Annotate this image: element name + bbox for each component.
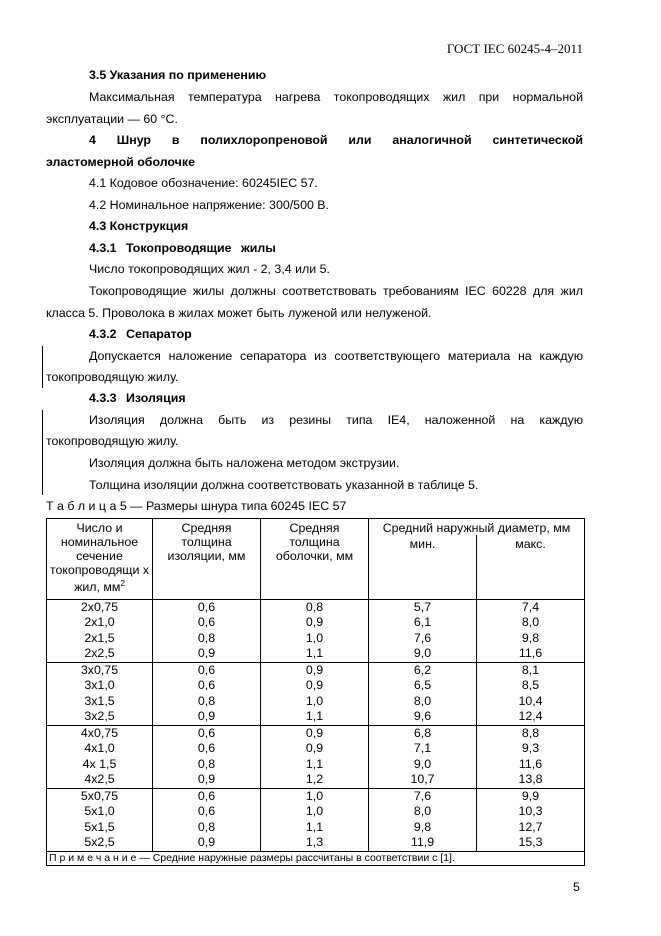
table-cell-value: 1,0: [305, 788, 324, 803]
table-cell-value: 12,7: [518, 819, 543, 834]
table-cell-value: 6,2: [413, 662, 432, 677]
table-cell-value: 9,8: [413, 819, 432, 834]
table-row-group: [47, 599, 585, 662]
table-cell-value: 9,3: [521, 741, 540, 755]
table-cell-value: 1,0: [305, 804, 324, 818]
table-cell-value: 3x1,0: [84, 678, 115, 692]
table-cell-value: 15,3: [518, 835, 543, 849]
table-cell-value: 9,6: [413, 709, 432, 723]
table-cell: [261, 725, 369, 788]
section-4-3-3-text1-line1: Изоляция должна быть из резины типа IE4, наложенной на каждую: [89, 413, 583, 427]
table-cell-value: 0,9: [305, 678, 324, 692]
section-4-3-3-title: 4.3.3 Изоляция: [89, 391, 186, 405]
table-cell-value: 7,6: [413, 788, 432, 803]
table-cell-value: 2x1,0: [84, 615, 115, 629]
table-cell-value: 1,0: [305, 693, 324, 708]
section-4-title-line1: 4 Шнур в полихлоропреновой или аналогичной синтетической: [89, 133, 583, 147]
section-4-3-3-text1-line2: токопроводящую жилу.: [46, 434, 179, 448]
table-cell-value: 4x 1,5: [82, 756, 117, 771]
table-cell-value: 8,0: [413, 693, 432, 708]
table-cell-value: 8,0: [413, 804, 432, 818]
table-cell: [261, 788, 369, 851]
table-row-group: [47, 662, 585, 725]
table-cell-value: 0,9: [197, 772, 216, 786]
table-cell-value: 0,6: [197, 615, 216, 629]
table-cell-value: 0,8: [197, 756, 216, 771]
table-cell-value: 8,1: [521, 662, 540, 677]
table-cell-value: 3x1,5: [84, 693, 115, 708]
table-cell-value: 2x1,5: [84, 630, 115, 645]
table-cell-value: 5x1,5: [84, 819, 115, 834]
table-cell-value: 13,8: [518, 772, 543, 786]
table-cell: [477, 662, 585, 725]
col-header-diameter: [369, 519, 585, 536]
table-cell-value: 10,7: [410, 772, 435, 786]
table-cell-value: 4x2,5: [84, 772, 115, 786]
col-header-max: макс.: [477, 535, 585, 599]
table-cell-value: 0,6: [197, 662, 216, 677]
table-cell-value: 7,1: [413, 741, 432, 755]
table-cell-value: 0,9: [305, 741, 324, 755]
table-cell-value: 9,0: [413, 646, 432, 660]
table-cell-value: 0,8: [197, 693, 216, 708]
table-cell-value: 9,9: [521, 788, 540, 803]
table-cell-value: 8,5: [521, 678, 540, 692]
table-cell: [369, 725, 477, 788]
table-cell-value: 0,6: [197, 741, 216, 755]
section-4-3-3-text3: Толщина изоляции должна соответствовать указанной в таблице 5.: [89, 478, 479, 492]
table-cell-value: 5x0,75: [80, 788, 119, 803]
table-cell-value: 6,1: [413, 615, 432, 629]
table-cell-value: 1,0: [305, 630, 324, 645]
table-cell-value: 1,1: [305, 819, 324, 834]
table-cell-value: 3x2,5: [84, 709, 115, 723]
table-cell: [47, 788, 153, 851]
table-cell: [47, 599, 153, 662]
table-caption: [46, 498, 346, 515]
table-cell-value: 6,8: [413, 725, 432, 740]
section-4-title-line2: эластомерной оболочке: [46, 155, 195, 169]
table-cell: [47, 725, 153, 788]
table-cell-value: 0,6: [197, 788, 216, 803]
col-header-diameter-text: Средний наружный диаметр, мм: [382, 521, 571, 535]
table-cell-value: 11,6: [518, 756, 543, 771]
table-cell-value: 10,3: [518, 804, 543, 818]
col-header-conductors-text: Число и номинальное сечение токопроводящи х жил, мм: [49, 521, 150, 595]
table-cell-value: 1,1: [305, 646, 324, 660]
table-cell-value: 0,9: [197, 709, 216, 723]
table-cell-value: 8,0: [521, 615, 540, 629]
table-cell-value: 1,1: [305, 709, 324, 723]
table-cell: [369, 599, 477, 662]
table-cell: [153, 788, 261, 851]
change-bar: [42, 346, 43, 388]
table-cell-value: 2x2,5: [84, 646, 115, 660]
table-cell-value: 4x1,0: [84, 741, 115, 755]
table-cell: [261, 662, 369, 725]
col-header-insulation: Средняя толщина изоляции, мм: [153, 519, 261, 600]
section-4-3-3-text2: Изоляция должна быть наложена методом экструзии.: [89, 456, 400, 470]
table-body: [47, 599, 585, 851]
table-cell-value: 9,0: [413, 756, 432, 771]
table-cell-value: 7,4: [521, 599, 540, 614]
table-cell-value: 8,8: [521, 725, 540, 740]
table-cell: [369, 662, 477, 725]
document-header: ГОСТ IEC 60245-4–2011: [446, 41, 583, 56]
table-cell-value: 9,8: [521, 630, 540, 645]
table-cell: [477, 725, 585, 788]
table-cell-value: 5x2,5: [84, 835, 115, 849]
section-4-3-1-text2-line1: Токопроводящие жилы должны соответствовать требованиям IEC 60228 для жил: [89, 284, 583, 298]
section-4-1: 4.1 Кодовое обозначение: 60245IEC 57.: [89, 176, 318, 190]
table-note: [47, 851, 585, 865]
table-note-text: — Средние наружные размеры рассчитаны в соответствии с [1].: [136, 851, 455, 864]
table-cell-value: 1,1: [305, 756, 324, 771]
change-bar: [42, 410, 43, 495]
section-4-3-2-text-line1: Допускается наложение сепаратора из соответствующего материала на каждую: [89, 349, 583, 363]
table-cell-value: 0,9: [305, 615, 324, 629]
section-4-3-1-text1: Число токопроводящих жил - 2, 3,4 или 5.: [89, 262, 330, 276]
table-cell-value: 3x0,75: [80, 662, 119, 677]
table-cell-value: 1,3: [305, 835, 324, 849]
section-4-3-2-text-line2: токопроводящую жилу.: [46, 370, 179, 384]
table-cell-value: 11,9: [410, 835, 435, 849]
table-cell: [477, 599, 585, 662]
section-3-5-title: 3.5 Указания по применению: [89, 68, 267, 82]
section-4-3-2-title: 4.3.2 Сепаратор: [89, 327, 192, 341]
section-4-3-1-text2-line2: класса 5. Проволока в жилах может быть луженой или нелуженой.: [46, 306, 432, 320]
table-cell-value: 11,6: [518, 646, 543, 660]
table-cell: [477, 788, 585, 851]
table-row-group: [47, 725, 585, 788]
table-cell-value: 0,6: [197, 804, 216, 818]
table-cell-value: 2x0,75: [80, 599, 119, 614]
section-4-3-title: 4.3 Конструкция: [89, 219, 189, 233]
table-cell-value: 0,6: [197, 599, 216, 614]
section-4-3-1-title: 4.3.1 Токопроводящие жилы: [89, 241, 276, 255]
col-header-min: мин.: [369, 535, 477, 599]
table-cell-value: 5x1,0: [84, 804, 115, 818]
col-header-superscript: 2: [120, 579, 125, 588]
table-cell-value: 0,9: [197, 835, 216, 849]
table-row-group: [47, 788, 585, 851]
table-cell-value: 0,6: [197, 725, 216, 740]
table-cell-value: 1,2: [305, 772, 324, 786]
table-cell-value: 0,8: [197, 630, 216, 645]
table-cell: [153, 599, 261, 662]
col-header-sheath: Средняя толщина оболочки, мм: [261, 519, 369, 600]
page-number: 5: [573, 880, 580, 894]
table-cell: [369, 788, 477, 851]
dimensions-table: [46, 518, 585, 866]
table-cell: [153, 725, 261, 788]
table-cell-value: 0,9: [305, 662, 324, 677]
table-cell-value: 6,5: [413, 678, 432, 692]
table-cell-value: 10,4: [518, 693, 543, 708]
section-3-5-text-line1: Максимальная температура нагрева токопроводящих жил при нормальной: [89, 90, 583, 104]
table-caption-text: 5 — Размеры шнура типа 60245 IEC 57: [119, 499, 347, 513]
table-cell-value: 4x0,75: [80, 725, 119, 740]
table-cell-value: 0,8: [197, 819, 216, 834]
table-cell-value: 0,6: [197, 678, 216, 692]
table-cell-value: 7,6: [413, 630, 432, 645]
col-header-conductors: [47, 519, 153, 600]
table-cell-value: 0,8: [305, 599, 324, 614]
table-cell: [47, 662, 153, 725]
table-cell-value: 0,9: [197, 646, 216, 660]
table-cell-value: 12,4: [518, 709, 543, 723]
table-cell-value: 0,9: [305, 725, 324, 740]
table-cell: [261, 599, 369, 662]
section-3-5-text-line2: эксплуатации — 60 °С.: [46, 112, 178, 126]
table-cell-value: 5,7: [413, 599, 432, 614]
section-4-2: 4.2 Номинальное напряжение: 300/500 В.: [89, 198, 329, 212]
table-caption-prefix: Т а б л и ц а: [46, 499, 117, 513]
table-note-prefix: П р и м е ч а н и е: [49, 851, 137, 864]
table-cell: [153, 662, 261, 725]
